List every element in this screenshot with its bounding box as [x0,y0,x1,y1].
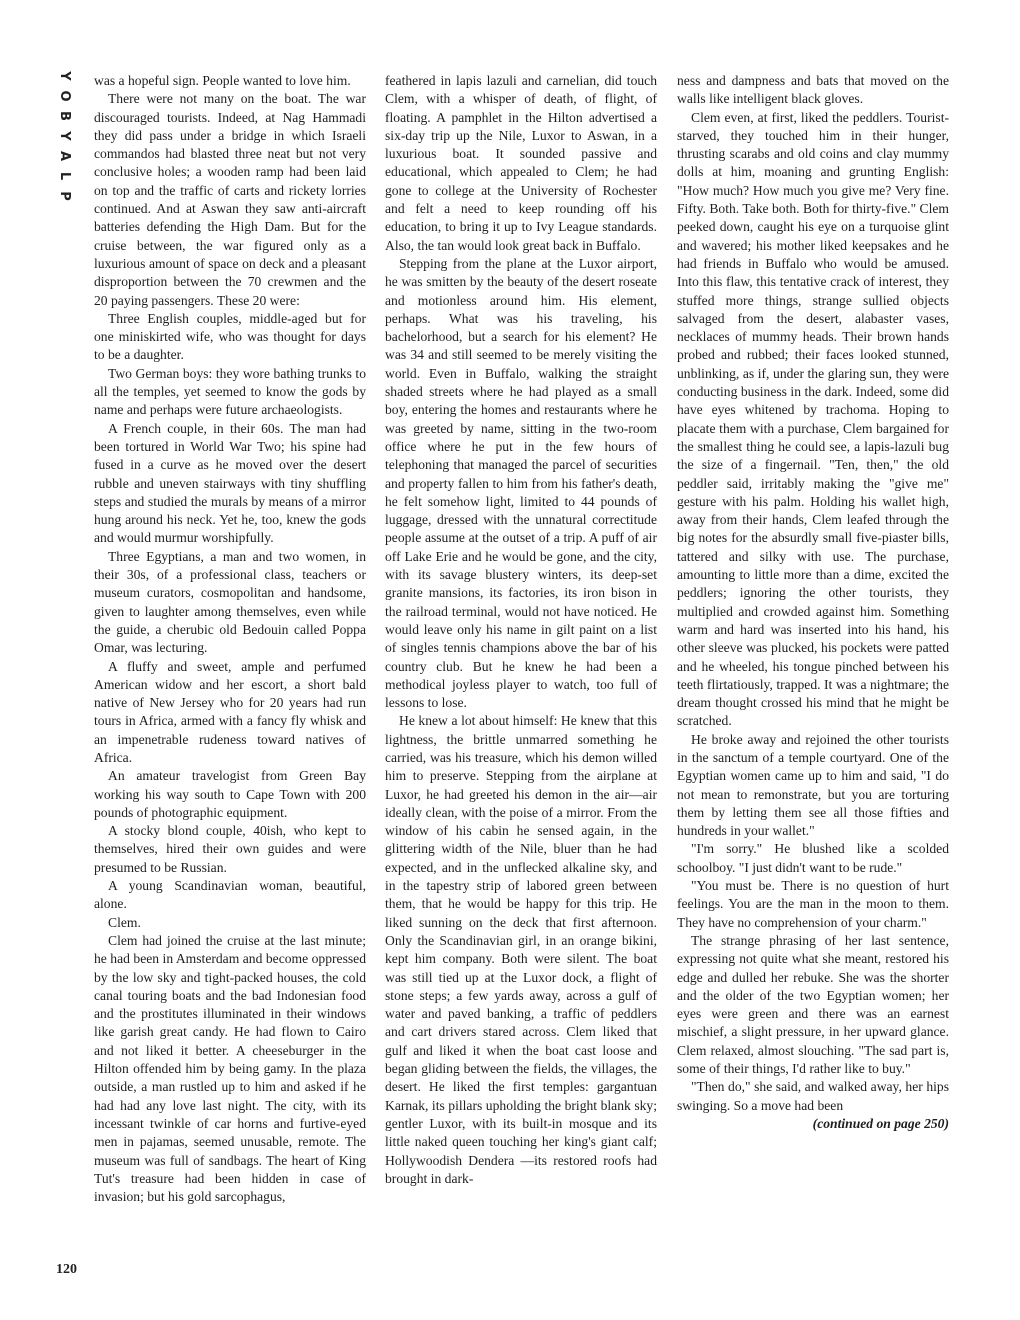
text-column-1 [94,72,366,1206]
paragraph: was a hopeful sign. People wanted to love him. [94,73,351,88]
paragraph: Clem even, at first, liked the peddlers. Tourist-starved, they touched him in their hunger, thrusting scarabs and old coins and clay mummy dolls at him, moaning and grunting English: "How much? How much you give me? Very fine. Fifty. Both. Take both. Both for thirty-five." Clem peeked down, caught his eye on a turquoise glint and wavered; his mother liked keepsakes and he had friends in Buffalo who would be amused. Into this flaw, this tentative crack of interest, they stuffed more things, strange sullied objects salvaged from the desert, alabaster vases, necklaces of mummy heads. Their brown hands probed and rubbed; their faces looked stunned, unblinking, as if, under the glaring sun, they were conducting business in the dark. Indeed, some did have eyes whitened by trachoma. Hoping to placate them with a purchase, Clem bargained for the smallest thing he could see, a lapis-lazuli bug the size of a fingernail. "Ten, then," the old peddler said, irritably making the "give me" gesture with his palm. Holding his wallet high, away from their hands, Clem leafed through the big notes for the absurdly small five-piaster bills, tattered and silky with use. The purchase, amounting to little more than a dime, excited the peddlers; ignoring the other tourists, they multiplied and crowded against him. Something warm and hard was inserted into his hand, his other sleeve was plucked, his pockets were patted and he wheeled, his tongue pinched between his teeth flirtatiously, trapped. It was a nightmare; the dream thought crossed his mind that he might be scratched. [677,109,949,729]
paragraph: Stepping from the plane at the Luxor airport, he was smitten by the beauty of the desert roseate and motionless around him. His element, perhaps. What was his traveling, his bachelorhood, but a search for his element? He was 34 and still seemed to be merely visiting the world. Even in Buffalo, walking the straight shaded streets where he had played as a small boy, entering the homes and restaurants where he was greeted by name, sitting in the two-room office where he put in the few hours of telephoning that managed the parcel of securities and property fallen to him from his father's death, he felt somehow light, limited to 44 pounds of luggage, dressed with the unnatural correctitude people assume at the outset of a trip. A puff of air off Lake Erie and he would be gone, and the city, with its savage blustery winters, its deep-set granite mansions, its factories, its iron bison in the railroad terminal, would not have noticed. He would leave only his name in gilt paint on a list of singles tennis champions above the bar of his country club. But he knew he had been a methodical joyless player to watch, too full of lessons to lose. [385,255,657,711]
paragraph: He knew a lot about himself: He knew that this lightness, the brittle unmarred something he carried, was his treasure, which his demon willed him to preserve. Stepping from the airplane at Luxor, he had greeted his demon in the air—air ideally clean, with the poise of a mirror. From the window of his cabin he sensed again, in the glittering width of the Nile, bluer than he had expected, and in the unflecked alkaline sky, and in the tapestry strip of labored green between them, that he would be happy for this trip. He liked sunning on the deck that first afternoon. Only the Scandinavian girl, in an orange bikini, kept him company. Both were silent. The boat was still tied up at the Luxor dock, a flight of stone steps; a few yards away, across a gulf of water and paved banking, a traffic of peddlers and cart drivers stared across. Clem liked that gulf and liked it when the boat cast loose and began gliding between the fields, the villages, the desert. He liked the first temples: gargantuan Karnak, its pillars upholding the bright blank sky; gentler Luxor, with its built-in mosque and its little naked queen touching her king's giant calf; Hollywoodish Dendera —its restored roofs had brought in dark- [385,713,657,1186]
paragraph: Clem. [108,914,141,930]
page-number: 120 [56,1262,77,1277]
paragraph: "Then do," she said, and walked away, her hips swinging. So a move had been [677,1079,949,1113]
paragraph: feathered in lapis lazuli and carnelian, did touch Clem, with a whisper of death, of flight, of floating. A pamphlet in the Hilton advertised a six-day trip up the Nile, Luxor to Aswan, in a luxurious boat. It sounded passive and educational, which appealed to Clem; he had gone to college at the University of Rochester and felt a need to keep rounding off his education, to bring it up to Ivy League standards. Also, the tan would look great back in Buffalo. [385,73,657,253]
title-letter: O [57,90,72,102]
magazine-running-title [54,66,74,206]
title-letter: L [57,171,72,181]
paragraph: Three English couples, middle-aged but for one miniskirted wife, who was thought for days to be a daughter. [94,310,366,363]
title-letter: Y [57,131,72,141]
paragraph: There were not many on the boat. The war discouraged tourists. Indeed, at Nag Hammadi they did pass under a bridge in which Israeli commandos had blasted three neat but not very conclusive holes; a wooden ramp had been laid on top and the traffic of carts and rickety lorries continued. And at Aswan they saw anti-aircraft batteries defending the High Dam. But for the cruise between, the war figured only as a luxurious amount of space on deck and a pleasant disproportion between the 70 crewmen and the 20 paying passengers. These 20 were: [94,91,366,308]
paragraph: ness and dampness and bats that moved on the walls like intelligent black gloves. [677,73,949,107]
text-column-3 [677,72,949,1133]
paragraph: A young Scandinavian woman, beautiful, alone. [94,878,366,912]
paragraph: The strange phrasing of her last sentence, expressing not quite what she meant, restored his edge and dulled her rebuke. She was the shorter and the older of the two Egyptian women; her eyes were green and there was an earnest mischief, a slight pressure, in her upward glance. Clem relaxed, almost slouching. "The sad part is, some of their things, I'd rather like to buy." [677,932,949,1077]
paragraph: A stocky blond couple, 40ish, who kept to themselves, hired their own guides and were presumed to be Russian. [94,823,366,875]
text-column-2 [385,72,657,1188]
title-letter: B [57,111,72,121]
paragraph: A fluffy and sweet, ample and perfumed American widow and her escort, a short bald native of New Jersey who for 20 years had run tours in Africa, armed with a fancy fly whisk and an impenetrable rudeness toward natives of Africa. [94,658,366,765]
paragraph: Three Egyptians, a man and two women, in their 30s, of a professional class, teachers or museum curators, cosmopolitan and handsome, given to laughter among themselves, even while the guide, a cherubic old Bedouin called Poppa Omar, was lecturing. [94,548,366,656]
continued-note: (continued on page 250) [812,1115,949,1131]
paragraph: "You must be. There is no question of hurt feelings. You are the man in the moon to them. They have no comprehension of your charm." [677,878,949,930]
paragraph: "I'm sorry." He blushed like a scolded schoolboy. "I just didn't want to be rude." [677,841,949,875]
title-letter: A [57,150,72,162]
paragraph: An amateur travelogist from Green Bay working his way south to Cape Town with 200 pounds of photographic equipment. [94,768,366,820]
title-letter: P [57,191,72,201]
paragraph: He broke away and rejoined the other tourists in the sanctum of a temple courtyard. One of the Egyptian women came up to him and said, "I do not mean to remonstrate, but you are torturing them by letting them see all those fifties and hundreds in your wallet." [677,731,949,839]
paragraph: A French couple, in their 60s. The man had been tortured in World War Two; his spine had fused in a curve as he moved over the desert rubble and uneven stairways with tiny shuffling steps and studied the murals by means of a mirror hung around his neck. Yet he, too, knew the gods and would murmur worshipfully. [94,420,366,546]
paragraph: Clem had joined the cruise at the last minute; he had been in Amsterdam and become oppressed by the low sky and tight-packed houses, the cold canal touring boats and the bad Indonesian food and the prostitutes illuminated in their windows like garish great candy. He had flown to Cairo and not liked it better. A cheeseburger in the Hilton offended him by being gamy. In the plaza outside, a man rustled up to him and asked if he had had any love last night. The city, with its incessant twinkle of car horns and furtive-eyed men in pajamas, seemed unusable, remote. The museum was full of sandbags. The heart of King Tut's treasure had been hidden in case of invasion; but his gold sarcophagus, [94,932,366,1205]
paragraph: Two German boys: they wore bathing trunks to all the temples, yet seemed to know the gods by name and perhaps were future archaeologists. [94,365,366,418]
title-letter: Y [57,71,72,81]
